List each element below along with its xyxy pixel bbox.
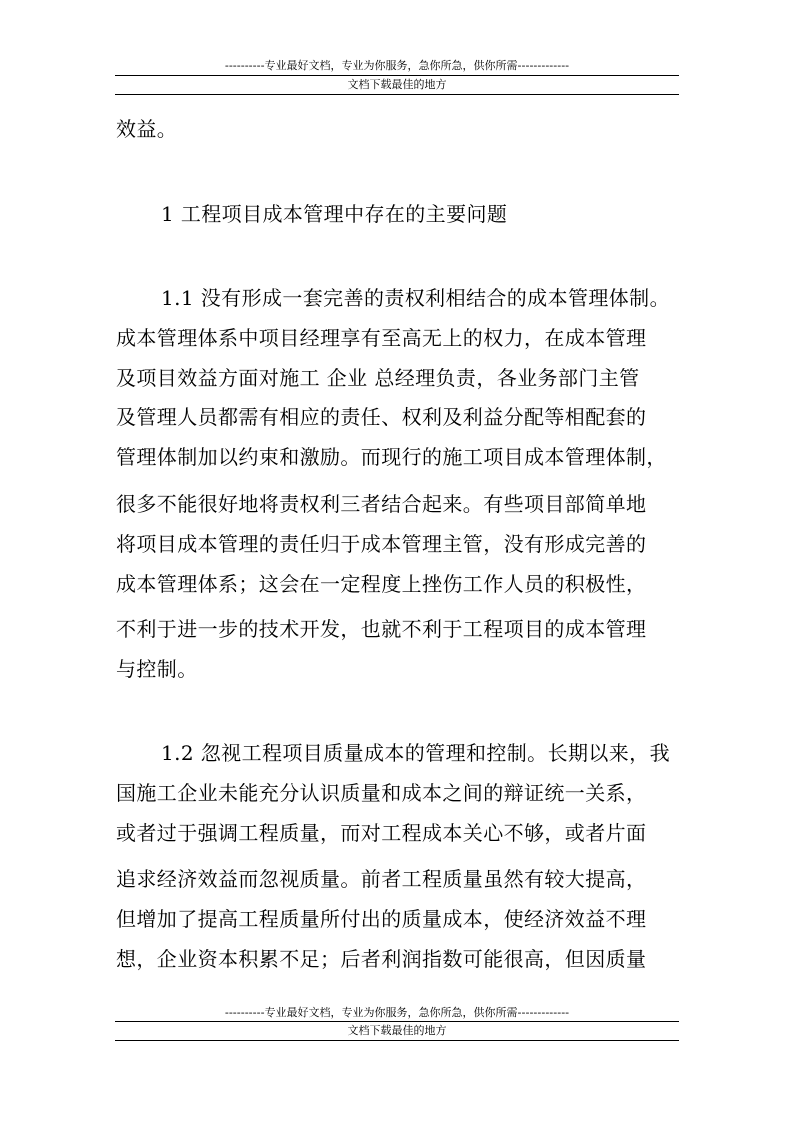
section-heading: 1 工程项目成本管理中存在的主要问题 [161, 202, 508, 226]
body-line: 及管理人员都需有相应的责任、权利及利益分配等相配套的 [116, 405, 647, 429]
body-line: 与控制。 [116, 657, 198, 681]
body-line: 想，企业资本积累不足；后者利润指数可能很高，但因质量 [116, 947, 647, 971]
body-line: 效益。 [116, 117, 178, 141]
header-banner: ----------专业最好文档，专业为你服务，急你所急，供你所需------------- [224, 59, 570, 72]
body-line: 及项目效益方面对施工 企业 总经理负责，各业务部门主管 [116, 366, 640, 390]
body-line: 成本管理体系中项目经理享有至高无上的权力，在成本管理 [116, 326, 647, 350]
header-subtitle: 文档下载最佳的地方 [347, 78, 447, 91]
body-line: 追求经济效益而忽视质量。前者工程质量虽然有较大提高， [116, 867, 647, 891]
header-rule-top [115, 75, 679, 76]
body-line: 将项目成本管理的责任归于成本管理主管，没有形成完善的 [116, 532, 647, 556]
body-line: 管理体制加以约束和激励。而现行的施工项目成本管理体制， [116, 445, 667, 469]
body-line: 国施工企业未能充分认识质量和成本之间的辩证统一关系， [116, 781, 647, 805]
body-line: 或者过于强调工程质量，而对工程成本关心不够，或者片面 [116, 821, 647, 845]
footer-banner: ----------专业最好文档，专业为你服务，急你所急，供你所需------------- [224, 1006, 570, 1019]
footer-rule-bottom [115, 1040, 679, 1041]
body-line: 但增加了提高工程质量所付出的质量成本，使经济效益不理 [116, 907, 647, 931]
body-line: 1.1 没有形成一套完善的责权利相结合的成本管理体制。 [161, 286, 670, 310]
body-line: 1.2 忽视工程项目质量成本的管理和控制。长期以来，我 [161, 741, 670, 765]
body-line: 很多不能很好地将责权利三者结合起来。有些项目部简单地 [116, 492, 647, 516]
header-rule-bottom [115, 94, 679, 95]
body-line: 成本管理体系；这会在一定程度上挫伤工作人员的积极性， [116, 572, 647, 596]
body-line: 不利于进一步的技术开发，也就不利于工程项目的成本管理 [116, 617, 647, 641]
footer-subtitle: 文档下载最佳的地方 [347, 1024, 447, 1037]
footer-rule-top [115, 1021, 679, 1022]
